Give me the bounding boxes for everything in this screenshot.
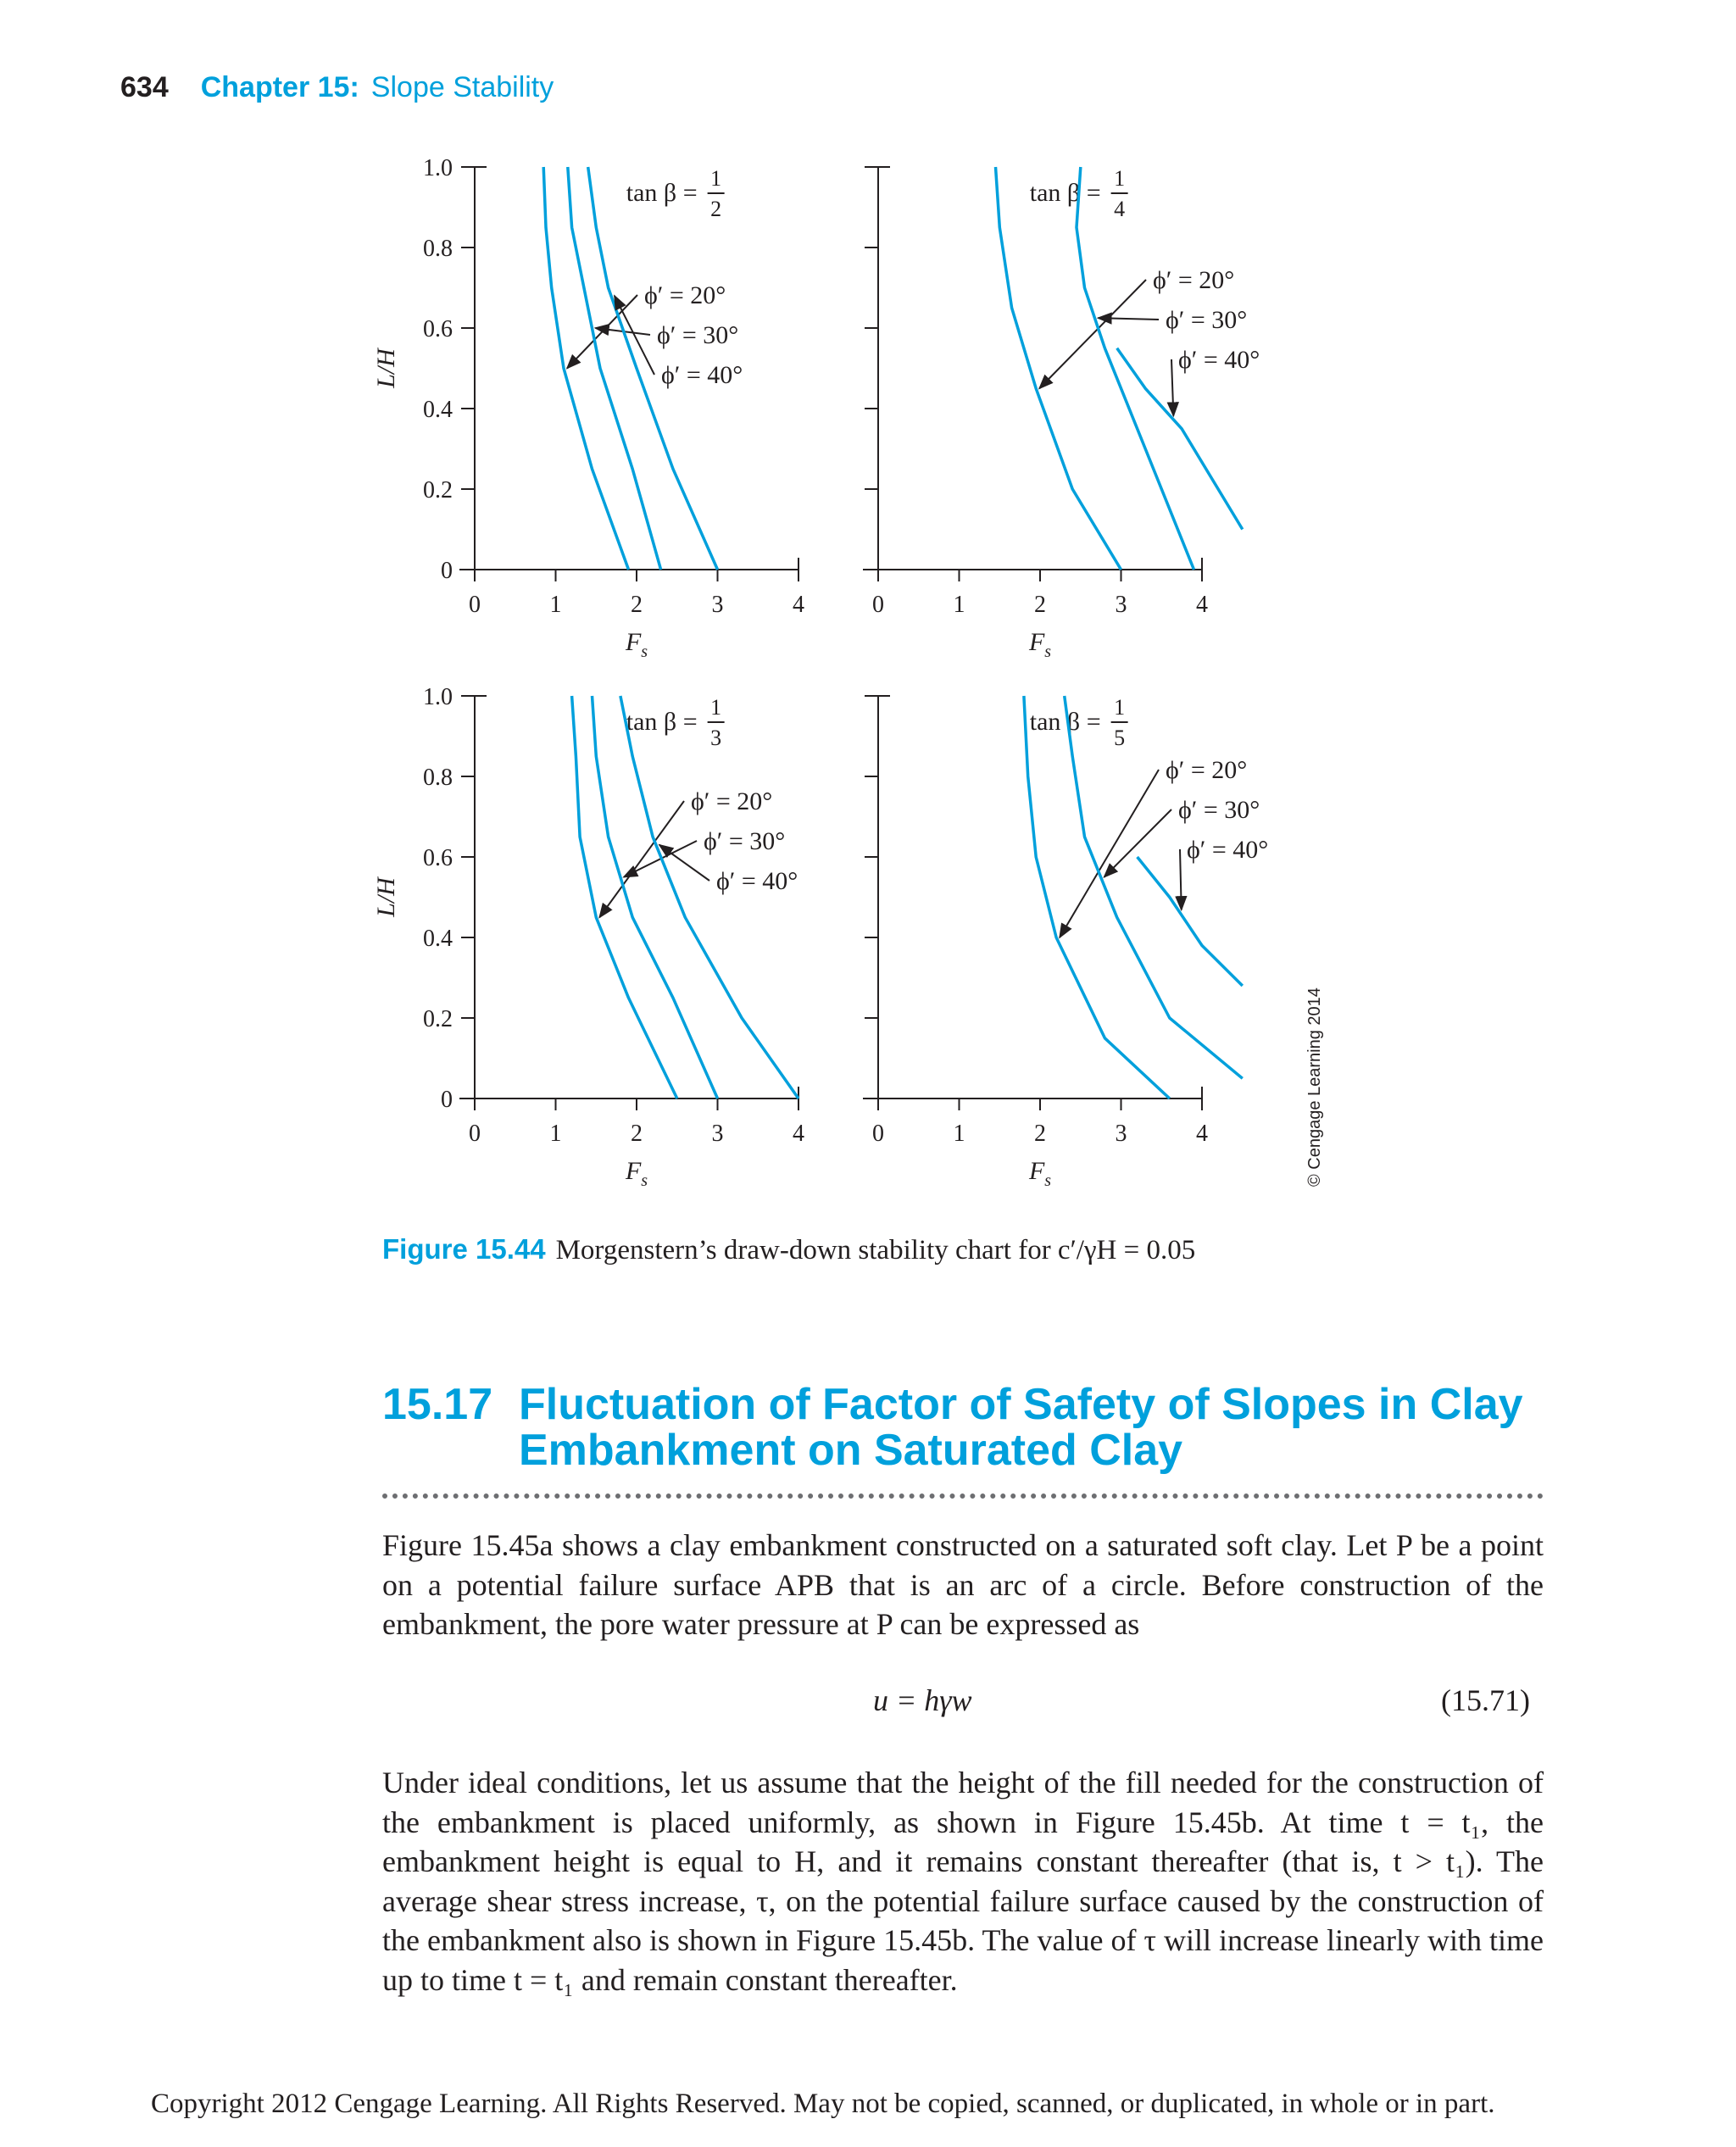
equation: u = hγw — [873, 1683, 972, 1717]
paragraph-2: Under ideal conditions, let us assume that the height of the fill needed for the construction of the embankment is placed uniformly, as shown in Figure 15.45b. At time t = t₁, the embankment height is equal to H, and it remains constant thereafter (that is, t > t₁). The average shear stress increase, τ, on the potential failure surface caused by the construction of the embankment also is shown in Figure 15.45b. The value of τ will increase linearly with time up to time t = t₁ and remain constant thereafter. — [382, 1766, 1544, 1997]
series-arrow — [599, 801, 684, 917]
chapter-label: Chapter 15: — [200, 71, 359, 103]
chart-title: tan β = — [1029, 179, 1101, 207]
y-tick-label: 0 — [441, 558, 453, 584]
chart-title: tan β = — [1029, 708, 1101, 736]
series-label: ϕ′ = 20° — [691, 787, 773, 815]
copyright-side-note: © Cengage Learning 2014 — [1305, 987, 1324, 1187]
x-tick-label: 3 — [711, 1121, 724, 1147]
chart-title-numerator: 1 — [710, 166, 722, 191]
x-tick-label: 2 — [1034, 592, 1046, 618]
figure-caption-text: Morgenstern’s draw-down stability chart for c′/γH = 0.05 — [555, 1235, 1196, 1265]
chart-title: tan β = — [626, 179, 698, 207]
x-tick-label: 4 — [793, 1121, 804, 1147]
y-tick-label: 0.8 — [423, 765, 453, 791]
x-tick-label: 4 — [1196, 1121, 1208, 1147]
figure-caption — [382, 1233, 1569, 1266]
chart-title-numerator: 1 — [710, 695, 722, 720]
series-line — [1138, 857, 1243, 986]
x-tick-label: 0 — [469, 592, 481, 618]
x-axis-label: $F_s$ — [625, 1157, 648, 1190]
x-tick-label: 2 — [631, 592, 643, 618]
series-label: ϕ′ = 40° — [1187, 836, 1269, 864]
series-label: ϕ′ = 40° — [661, 361, 743, 389]
series-line — [568, 167, 661, 570]
series-label: ϕ′ = 40° — [1178, 346, 1260, 374]
chart-title-denominator: 4 — [1114, 197, 1126, 221]
y-tick-label: 1.0 — [423, 155, 453, 181]
x-tick-label: 3 — [711, 592, 724, 618]
section-title: Fluctuation of Factor of Safety of Slopes in Clay Embankment on Saturated Clay — [519, 1380, 1523, 1475]
x-tick-label: 4 — [1196, 592, 1208, 618]
chart-title-denominator: 2 — [710, 197, 722, 221]
x-tick-label: 1 — [953, 1121, 965, 1147]
x-tick-label: 1 — [549, 1121, 562, 1147]
chapter-title: Slope Stability — [370, 71, 554, 103]
x-tick-label: 3 — [1115, 1121, 1127, 1147]
chart-title-denominator: 5 — [1114, 726, 1126, 750]
series-arrow — [1180, 849, 1182, 909]
page-number: 634 — [120, 71, 169, 103]
x-tick-label: 2 — [631, 1121, 643, 1147]
equation-number: (15.71) — [1441, 1683, 1530, 1717]
y-tick-label: 0.8 — [423, 236, 453, 262]
series-label: ϕ′ = 30° — [657, 321, 739, 349]
y-tick-label: 0.4 — [423, 397, 453, 423]
series-arrow — [1104, 809, 1171, 877]
series-line — [1117, 348, 1243, 530]
series-line — [1065, 696, 1243, 1078]
section-number: 15.17 — [382, 1380, 493, 1429]
chart-title-denominator: 3 — [710, 726, 722, 750]
series-label: ϕ′ = 20° — [644, 281, 726, 309]
y-tick-label: 0.4 — [423, 926, 453, 952]
series-line — [1024, 696, 1170, 1099]
x-tick-label: 1 — [953, 592, 965, 618]
y-axis-label: L/H — [372, 348, 400, 388]
x-tick-label: 0 — [872, 1121, 884, 1147]
y-tick-label: 0 — [441, 1087, 453, 1113]
y-tick-label: 1.0 — [423, 684, 453, 710]
figure-label: Figure 15.44 — [382, 1233, 546, 1265]
x-tick-label: 0 — [872, 592, 884, 618]
x-axis-label: $F_s$ — [625, 628, 648, 661]
paragraph-1: Figure 15.45a shows a clay embankment constructed on a saturated soft clay. Let P be a point on a potential failure surface APB that is an arc of a circle. Before construction of the embankment, the pore water pressure at P can be expressed as — [382, 1528, 1544, 1641]
series-label: ϕ′ = 40° — [716, 867, 798, 895]
series-label: ϕ′ = 20° — [1153, 266, 1235, 294]
chart-title-numerator: 1 — [1114, 695, 1126, 720]
copyright-footer: Copyright 2012 Cengage Learning. All Rights Reserved. May not be copied, scanned, or duplicated, in whole or in part. — [151, 2089, 1495, 2119]
y-tick-label: 0.6 — [423, 845, 453, 871]
series-line — [543, 167, 628, 570]
x-tick-label: 4 — [793, 592, 804, 618]
series-line — [1077, 167, 1194, 570]
x-tick-label: 3 — [1115, 592, 1127, 618]
series-label: ϕ′ = 30° — [1178, 796, 1260, 824]
series-label: ϕ′ = 20° — [1166, 756, 1248, 784]
x-axis-label: $F_s$ — [1028, 628, 1052, 661]
chart-title: tan β = — [626, 708, 698, 736]
series-arrow — [1039, 280, 1146, 388]
x-tick-label: 1 — [549, 592, 562, 618]
series-arrow — [1171, 359, 1173, 416]
series-arrow — [1060, 770, 1159, 937]
series-line — [593, 696, 718, 1099]
y-tick-label: 0.2 — [423, 1006, 453, 1032]
section-divider — [382, 1493, 1544, 1499]
chart-title-numerator: 1 — [1114, 166, 1126, 191]
x-axis-label: $F_s$ — [1028, 1157, 1052, 1190]
series-label: ϕ′ = 30° — [704, 827, 786, 855]
series-label: ϕ′ = 30° — [1166, 306, 1248, 334]
y-tick-label: 0.6 — [423, 316, 453, 342]
x-tick-label: 0 — [469, 1121, 481, 1147]
x-tick-label: 2 — [1034, 1121, 1046, 1147]
y-tick-label: 0.2 — [423, 477, 453, 503]
y-axis-label: L/H — [372, 877, 400, 917]
series-line — [572, 696, 677, 1099]
